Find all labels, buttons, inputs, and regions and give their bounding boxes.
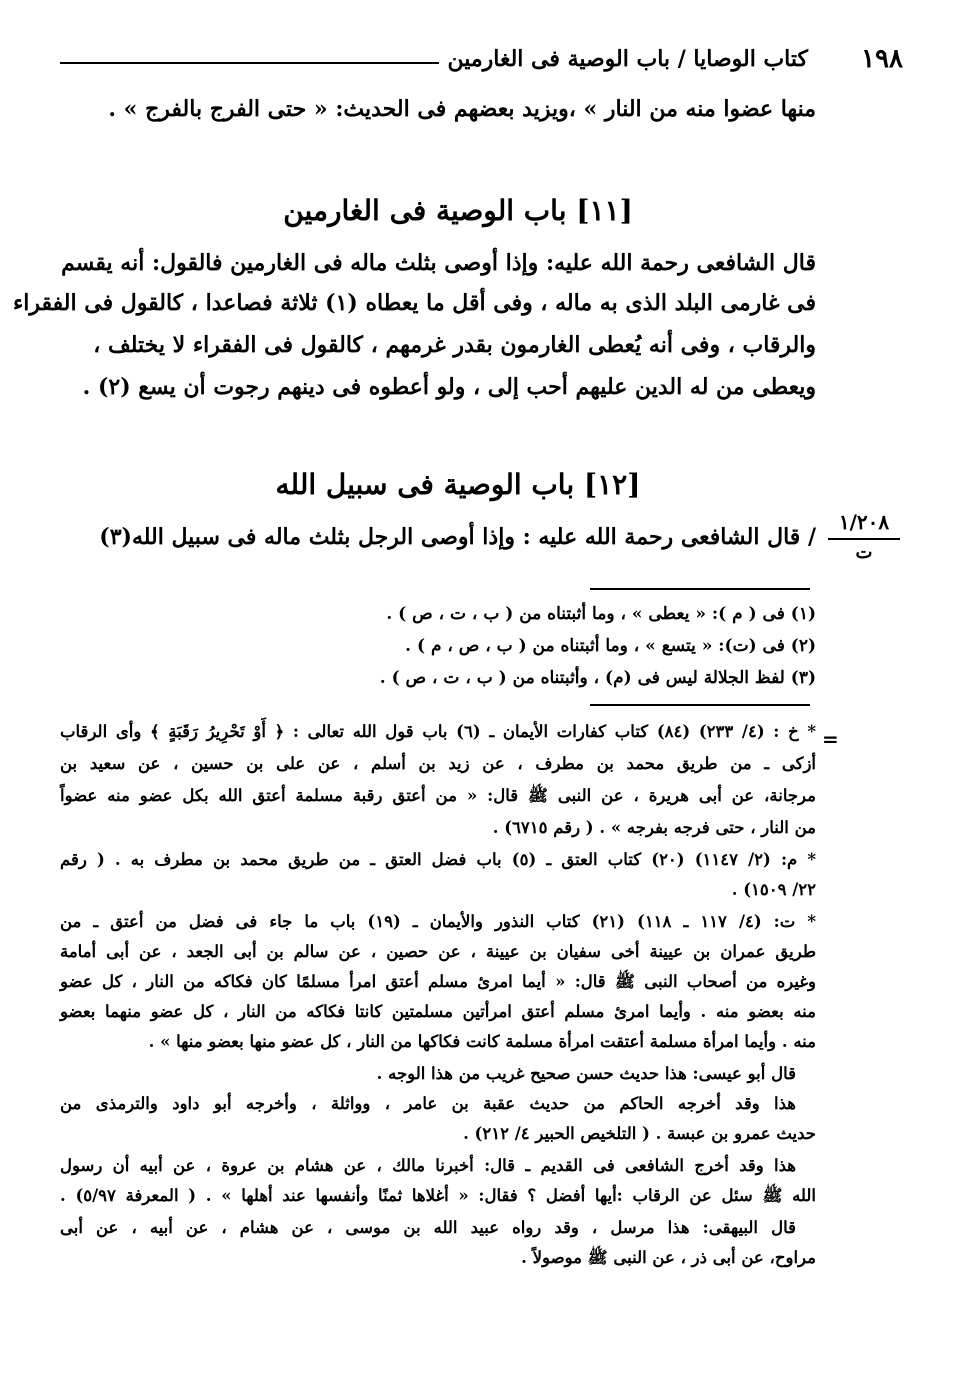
apparatus-line: منه . وأيما امرأة مسلمة أعتقت امرأة مسلمة كانت فكاكها من النار ، كل عضو منها بعضو منها » . [148,1032,816,1051]
apparatus-line: قال البيهقى: هذا مرسل ، وقد رواه عبيد الله بن موسى ، عن هشام ، عن أبيه ، عن أبى [60,1218,796,1237]
apparatus-line: منه بعضو منه . وأيما امرئ مسلم أعتق امرأتين مسلمتين كانتا فكاكه من النار ، كل عضو منهما بعضو [60,1002,816,1021]
footnote-separator [590,588,810,590]
continuation-line: منها عضوا منه من النار » ،ويزيد بعضهم فى الحديث: « حتى الفرج بالفرج » . [108,96,816,122]
apparatus-line: طريق عمران بن عيينة أخى سفيان بن عيينة ، عن حصين ، عن سالم بن أبى الجعد ، عن أبى أمامة [60,942,816,961]
section-11-line: ويعطى من له الدين عليهم أحب إلى ، ولو أعطوه فى دينهم رجوت أن يسع (٢) . [82,374,816,400]
apparatus-line: الله ﷺ سئل عن الرقاب :أيها أفضل ؟ فقال: « أغلاها ثمنًا وأنفسها عند أهلها » . ( المعرفة ٥/٩٧) . [60,1186,817,1205]
running-title: كتاب الوصايا / باب الوصية فى الغارمين [439,46,816,72]
apparatus-line: وغيره من أصحاب النبى ﷺ قال: « أيما امرئ مسلم أعتق امرأ مسلمًا كان فكاكه من النار ، كل عضو [60,972,816,991]
section-11-line: والرقاب ، وفى أنه يُعطى الغارمون بقدر غرمهم ، كالقول فى الفقراء لا يختلف ، [93,332,816,358]
apparatus-line: أزكى ـ من طريق محمد بن مطرف ، عن زيد بن أسلم ، عن على بن حسين ، عن سعيد بن [60,754,816,773]
apparatus-line: * ت: (٤/ ١١٧ ـ ١١٨) (٢١) كتاب النذور والأيمان ـ (١٩) باب ما جاء فى فضل من أعتق ـ من [60,912,816,931]
page-number: ١٩٨ [853,44,911,74]
apparatus-line: من النار ، حتى فرجه بفرجه » . ( رقم ٦٧١٥) . [492,818,816,837]
apparatus-line: ٢٢/ ١٥٠٩) . [731,880,816,899]
section-12-line: / قال الشافعى رحمة الله عليه : وإذا أوصى الرجل بثلث ماله فى سبيل الله(٣) [99,524,816,550]
footnote: (٣) لفظ الجلالة ليس فى (م) ، وأثبتناه من ( ب ، ت ، ص ) . [379,668,816,688]
margin-folio-note [828,510,900,563]
apparatus-separator [590,704,810,706]
apparatus-marker: = [822,727,839,751]
section-11-heading: [١١] باب الوصية فى الغارمين [283,194,633,227]
section-11-line: قال الشافعى رحمة الله عليه: وإذا أوصى بثلث ماله فى الغارمين فالقول: أنه يقسم [61,250,816,276]
apparatus-line: مراوح، عن أبى ذر ، عن النبى ﷺ موصولاً . [521,1248,816,1267]
running-header [60,44,903,76]
margin-manuscript-siglum: ت [855,542,873,563]
apparatus-line: * خ : (٤/ ٢٣٣) (٨٤) كتاب كفارات الأيمان ـ (٦) باب قول الله تعالى : ﴿ أَوْ تَحْرِيرُ رَقَبَةٍ ﴾ وأى الرقاب [60,722,816,741]
section-11-line: فى غارمى البلد الذى به ماله ، وفى أقل ما يعطاه (١) ثلاثة فصاعدا ، كالقول فى الفقراء [12,290,816,316]
apparatus-line: هذا وقد أخرج الشافعى فى القديم ـ قال: أخبرنا مالك ، عن هشام بن عروة ، عن أبيه أن رسول [60,1156,796,1175]
apparatus-line: * م: (٢/ ١١٤٧) (٢٠) كتاب العتق ـ (٥) باب فضل العتق ـ من طريق محمد بن مطرف به . ( رقم [60,850,816,869]
apparatus-line: حديث عمرو بن عبسة . ( التلخيص الحبير ٤/ ٢١٢) . [463,1124,816,1143]
section-12-heading: [١٢] باب الوصية فى سبيل الله [275,468,641,501]
margin-folio-ref: ١/٢٠٨ [828,510,900,540]
apparatus-line: هذا وقد أخرجه الحاكم من حديث عقبة بن عامر ، وواثلة ، وأخرجه أبو داود والترمذى من [60,1094,796,1113]
apparatus-line: قال أبو عيسى: هذا حديث حسن صحيح غريب من هذا الوجه . [376,1064,796,1083]
footnote: (١) فى ( م ): « يعطى » ، وما أثبتناه من ( ب ، ت ، ص ) . [386,604,816,624]
footnote: (٢) فى (ت): « يتسع » ، وما أثبتناه من ( ب ، ص ، م ) . [405,636,816,656]
apparatus-line: مرجانة، عن أبى هريرة ، عن النبى ﷺ قال: « من أعتق رقبة مسلمة أعتق الله بكل عضو منه عضواً [60,786,816,805]
